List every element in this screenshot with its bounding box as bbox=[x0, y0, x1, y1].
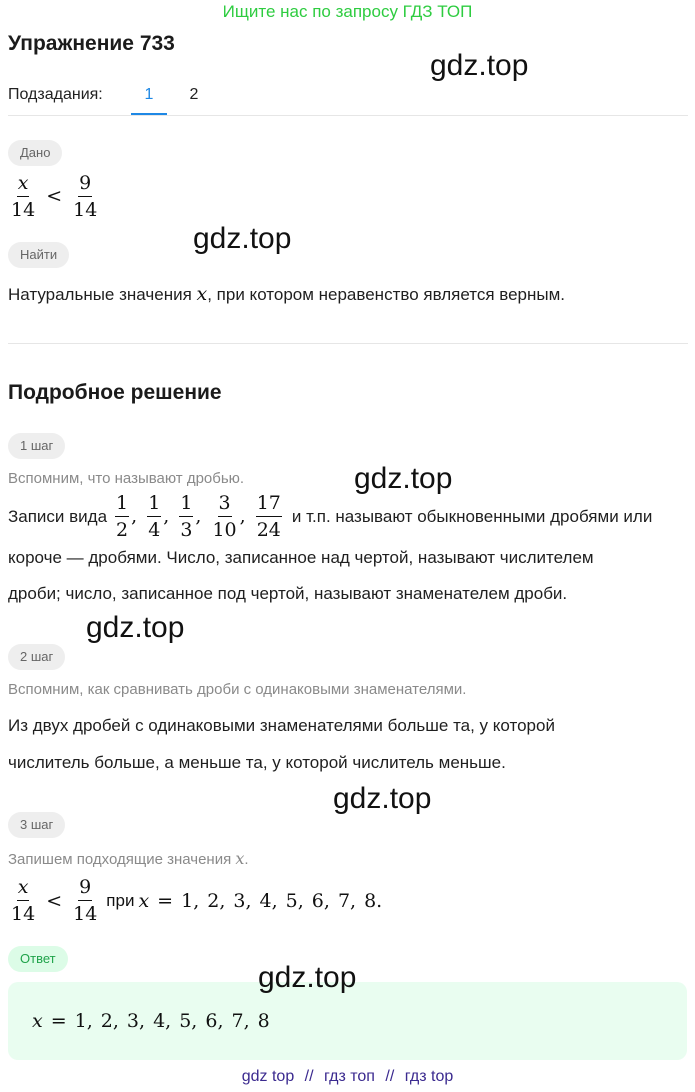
value-item: 5 bbox=[285, 889, 298, 912]
step-1-line-1: Записи вида $\frac{1}{2}$ , $\frac{1}{4}$ , $\frac{1}{3}$ , $\frac{3}{10}$ , $\frac{17}{24}$ и т.п. называют обыкновенными дробями или bbox=[8, 492, 653, 541]
value-item: 3 bbox=[233, 889, 246, 912]
solution-heading: Подробное решение bbox=[8, 381, 222, 404]
footer-separator: // bbox=[385, 1068, 395, 1085]
step-3-inequality: $\frac{x}{14}$ < $\frac{9}{14}$ при x = 1, 2, 3, 4, 5, 6, 7, 8 . bbox=[11, 876, 383, 925]
step-2-line-2: числитель больше, а меньше та, у которой числитель меньше. bbox=[8, 753, 506, 772]
footer-link-3[interactable]: гдз top bbox=[404, 1068, 454, 1085]
fraction: $\frac{1}{3}$ bbox=[180, 492, 193, 541]
value-item: 6 bbox=[205, 1010, 218, 1032]
step-1-hint: Вспомним, что называют дробью. bbox=[8, 470, 245, 487]
value-item: 3 bbox=[126, 1010, 140, 1032]
value-item: 8 bbox=[257, 1010, 270, 1032]
fraction: $\frac{x}{14}$ bbox=[11, 172, 36, 221]
watermark: gdz.top bbox=[86, 611, 185, 644]
footer-links bbox=[0, 1068, 695, 1086]
value-item: 7 bbox=[231, 1010, 244, 1032]
watermark: gdz.top bbox=[193, 222, 292, 255]
given-inequality: $\frac{x}{14}$ < $\frac{9}{14}$ bbox=[11, 172, 98, 221]
tab-subtask-2[interactable]: 2 bbox=[189, 86, 199, 103]
watermark: gdz.top bbox=[430, 49, 529, 82]
page-title: Упражнение 733 bbox=[8, 32, 175, 55]
tab-subtask-1[interactable]: 1 bbox=[144, 86, 154, 103]
value-item: 5 bbox=[179, 1010, 192, 1032]
fraction: $\frac{1}{2}$ bbox=[116, 492, 129, 541]
value-item: 7 bbox=[337, 889, 351, 912]
step-3-hint: Запишем подходящие значения x. bbox=[8, 849, 249, 868]
value-item: 1 bbox=[181, 889, 194, 912]
step-2-hint: Вспомним, как сравнивать дроби с одинаковыми знаменателями. bbox=[8, 681, 467, 698]
value-item: 2 bbox=[100, 1010, 113, 1032]
footer-separator: // bbox=[304, 1068, 314, 1085]
fraction: $\frac{9}{14}$ bbox=[73, 876, 98, 925]
top-banner: Ищите нас по запросу ГДЗ ТОП bbox=[222, 2, 473, 21]
value-item: 4 bbox=[153, 1010, 166, 1032]
watermark: gdz.top bbox=[333, 782, 432, 815]
step-2-line-1: Из двух дробей с одинаковыми знаменателями больше та, у которой bbox=[8, 716, 555, 735]
fraction: $\frac{3}{10}$ bbox=[212, 492, 237, 541]
fraction: $\frac{17}{24}$ bbox=[256, 492, 281, 541]
tabs-divider bbox=[8, 115, 688, 116]
step-3-badge: 3 шаг bbox=[8, 812, 65, 838]
fraction: $\frac{x}{14}$ bbox=[11, 876, 36, 925]
step-1-line-2: короче — дробями. Число, записанное над чертой, называют числителем bbox=[8, 548, 594, 567]
section-divider bbox=[8, 343, 688, 344]
fraction: $\frac{9}{14}$ bbox=[73, 172, 98, 221]
fraction: $\frac{1}{4}$ bbox=[148, 492, 161, 541]
step-1-badge: 1 шаг bbox=[8, 433, 65, 459]
step-3-values: 1, 2, 3, 4, 5, 6, 7, 8 bbox=[181, 889, 377, 912]
value-item: 2 bbox=[207, 889, 220, 912]
find-text: Натуральные значения x, при котором неравенство является верным. bbox=[8, 283, 566, 305]
watermark: gdz.top bbox=[258, 961, 357, 994]
value-item: 6 bbox=[311, 889, 324, 912]
answer-badge: Ответ bbox=[8, 946, 68, 972]
footer-link-2[interactable]: гдз топ bbox=[324, 1068, 375, 1085]
value-item: 4 bbox=[259, 889, 272, 912]
given-badge: Дано bbox=[8, 140, 62, 166]
footer-link-1[interactable]: gdz top bbox=[241, 1068, 295, 1085]
active-tab-indicator bbox=[131, 113, 167, 115]
watermark: gdz.top bbox=[354, 462, 453, 495]
answer-values: x = 1, 2, 3, 4, 5, 6, 7, 8 bbox=[32, 1010, 270, 1032]
find-badge: Найти bbox=[8, 242, 69, 268]
value-item: 1 bbox=[74, 1010, 87, 1032]
subtasks-label: Подзадания: bbox=[8, 86, 103, 103]
step-1-line-3: дроби; число, записанное под чертой, называют знаменателем дроби. bbox=[8, 584, 568, 603]
step-2-badge: 2 шаг bbox=[8, 644, 65, 670]
value-item: 8 bbox=[364, 889, 377, 912]
